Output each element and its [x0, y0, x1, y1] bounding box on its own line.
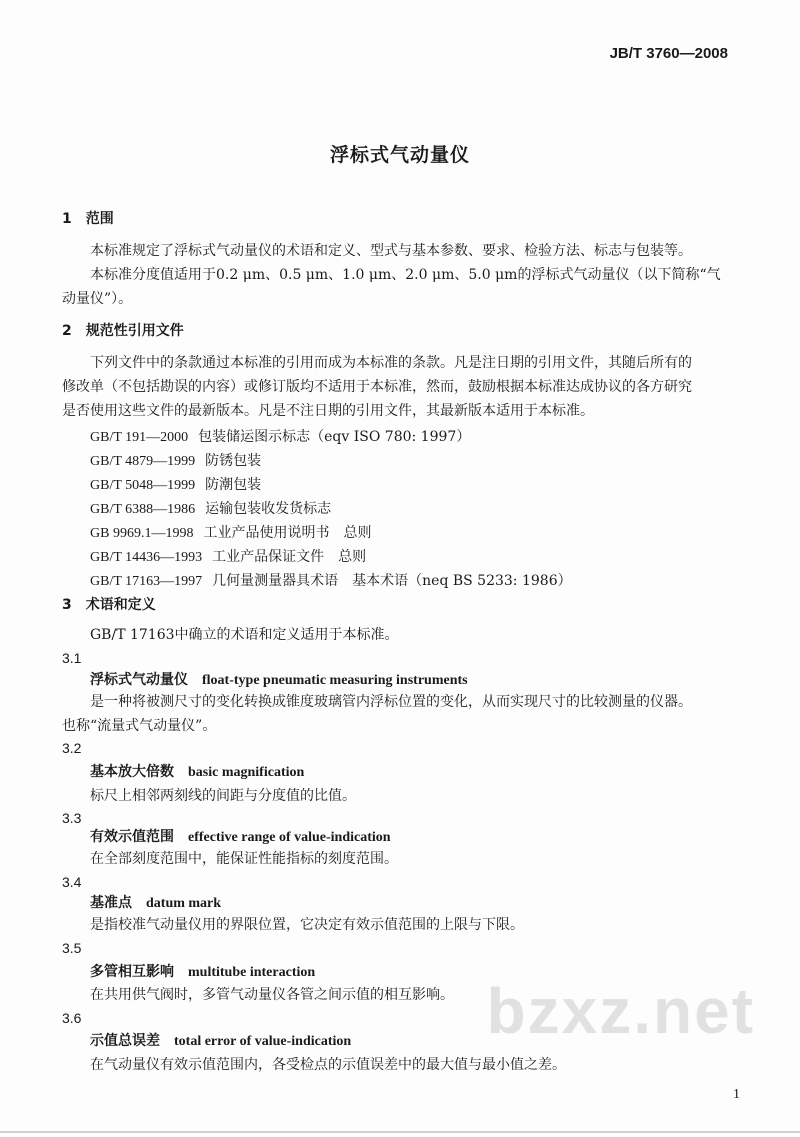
reference-code: GB/T 14436—1993: [90, 550, 203, 565]
term-zh: 基准点: [90, 895, 132, 911]
clause-number: 3.5: [62, 940, 82, 956]
term-heading: [90, 763, 304, 782]
reference-code: GB/T 5048—1999: [90, 478, 196, 493]
reference-title: 防锈包装: [205, 453, 262, 469]
reference-title: 工业产品保证文件 总则: [212, 549, 367, 565]
term-zh: 多管相互影响: [90, 964, 174, 980]
term-en: datum mark: [146, 896, 222, 911]
clause-number: 3.4: [62, 874, 82, 890]
paragraph: GB/T 17163中确立的术语和定义适用于本标准。: [90, 627, 399, 643]
paragraph: 本标准分度值适用于0.2 μm、0.5 μm、1.0 μm、2.0 μm、5.0 μm的浮标式气动量仪（以下简称“气: [90, 267, 721, 283]
reference-code: GB/T 17163—1997: [90, 574, 203, 589]
term-zh: 有效示值范围: [90, 829, 174, 845]
term-definition: 在全部刻度范围中，能保证性能指标的刻度范围。: [90, 851, 398, 867]
term-heading: [90, 671, 468, 690]
paragraph: 下列文件中的条款通过本标准的引用而成为本标准的条款。凡是注日期的引用文件，其随后所有的: [90, 355, 692, 371]
paragraph: 本标准规定了浮标式气动量仪的术语和定义、型式与基本参数、要求、检验方法、标志与包装等。: [90, 243, 692, 259]
section-heading-normative-references: 2 规范性引用文件: [62, 323, 184, 339]
section-heading-scope: 1 范围: [62, 211, 114, 227]
reference-item: [90, 548, 366, 567]
reference-title: 几何量测量器具术语 基本术语（neq BS 5233: 1986）: [212, 573, 572, 589]
term-en: effective range of value-indication: [188, 830, 391, 845]
reference-code: GB 9969.1—1998: [90, 526, 194, 541]
paragraph: 动量仪”）。: [62, 291, 133, 307]
term-zh: 示值总误差: [90, 1033, 160, 1049]
reference-title: 运输包装收发货标志: [205, 501, 332, 517]
paragraph: 修改单（不包括勘误的内容）或修订版均不适用于本标准，然而，鼓励根据本标准达成协议的各方研究: [62, 379, 692, 395]
term-definition: 是指校准气动量仪用的界限位置，它决定有效示值范围的上限与下限。: [90, 917, 524, 933]
term-heading: [90, 894, 221, 913]
clause-number: 3.6: [62, 1010, 82, 1026]
term-definition: 在气动量仪有效示值范围内，各受检点的示值误差中的最大值与最小值之差。: [90, 1057, 566, 1073]
reference-code: GB/T 191—2000: [90, 430, 189, 445]
reference-item: [90, 476, 261, 495]
term-definition: 是一种将被测尺寸的变化转换成锥度玻璃管内浮标位置的变化，从而实现尺寸的比较测量的仪器。: [90, 694, 692, 710]
term-en: basic magnification: [188, 765, 305, 780]
reference-item: [90, 500, 331, 519]
reference-code: GB/T 4879—1999: [90, 454, 196, 469]
term-en: float-type pneumatic measuring instruments: [202, 673, 468, 688]
term-en: multitube interaction: [188, 965, 316, 980]
term-zh: 基本放大倍数: [90, 764, 174, 780]
reference-title: 包装储运图示标志（eqv ISO 780: 1997）: [198, 429, 471, 445]
clause-number: 3.1: [62, 650, 82, 666]
term-definition: 也称“流量式气动量仪”。: [62, 718, 217, 734]
reference-item: [90, 428, 470, 447]
reference-item: [90, 452, 261, 471]
clause-number: 3.3: [62, 810, 82, 826]
reference-title: 工业产品使用说明书 总则: [203, 525, 372, 541]
term-heading: [90, 828, 391, 847]
term-definition: 标尺上相邻两刻线的间距与分度值的比值。: [90, 788, 356, 804]
clause-number: 3.2: [62, 740, 82, 756]
section-heading-terms: 3 术语和定义: [62, 597, 156, 613]
reference-item: [90, 524, 371, 543]
reference-code: GB/T 6388—1986: [90, 502, 196, 517]
term-zh: 浮标式气动量仪: [90, 672, 188, 688]
document-title: 浮标式气动量仪: [329, 144, 470, 166]
term-en: total error of value-indication: [174, 1034, 352, 1049]
page-bottom-edge: [0, 1131, 800, 1133]
watermark: bzxz.net: [486, 975, 755, 1047]
document-number: JB/T 3760—2008: [609, 45, 728, 62]
paragraph: 是否使用这些文件的最新版本。凡是不注日期的引用文件，其最新版本适用于本标准。: [62, 403, 594, 419]
reference-title: 防潮包装: [205, 477, 262, 493]
term-definition: 在共用供气阀时，多管气动量仪各管之间示值的相互影响。: [90, 987, 454, 1003]
page-number: 1: [733, 1087, 740, 1102]
reference-item: [90, 572, 572, 591]
term-heading: [90, 1032, 351, 1051]
term-heading: [90, 963, 315, 982]
